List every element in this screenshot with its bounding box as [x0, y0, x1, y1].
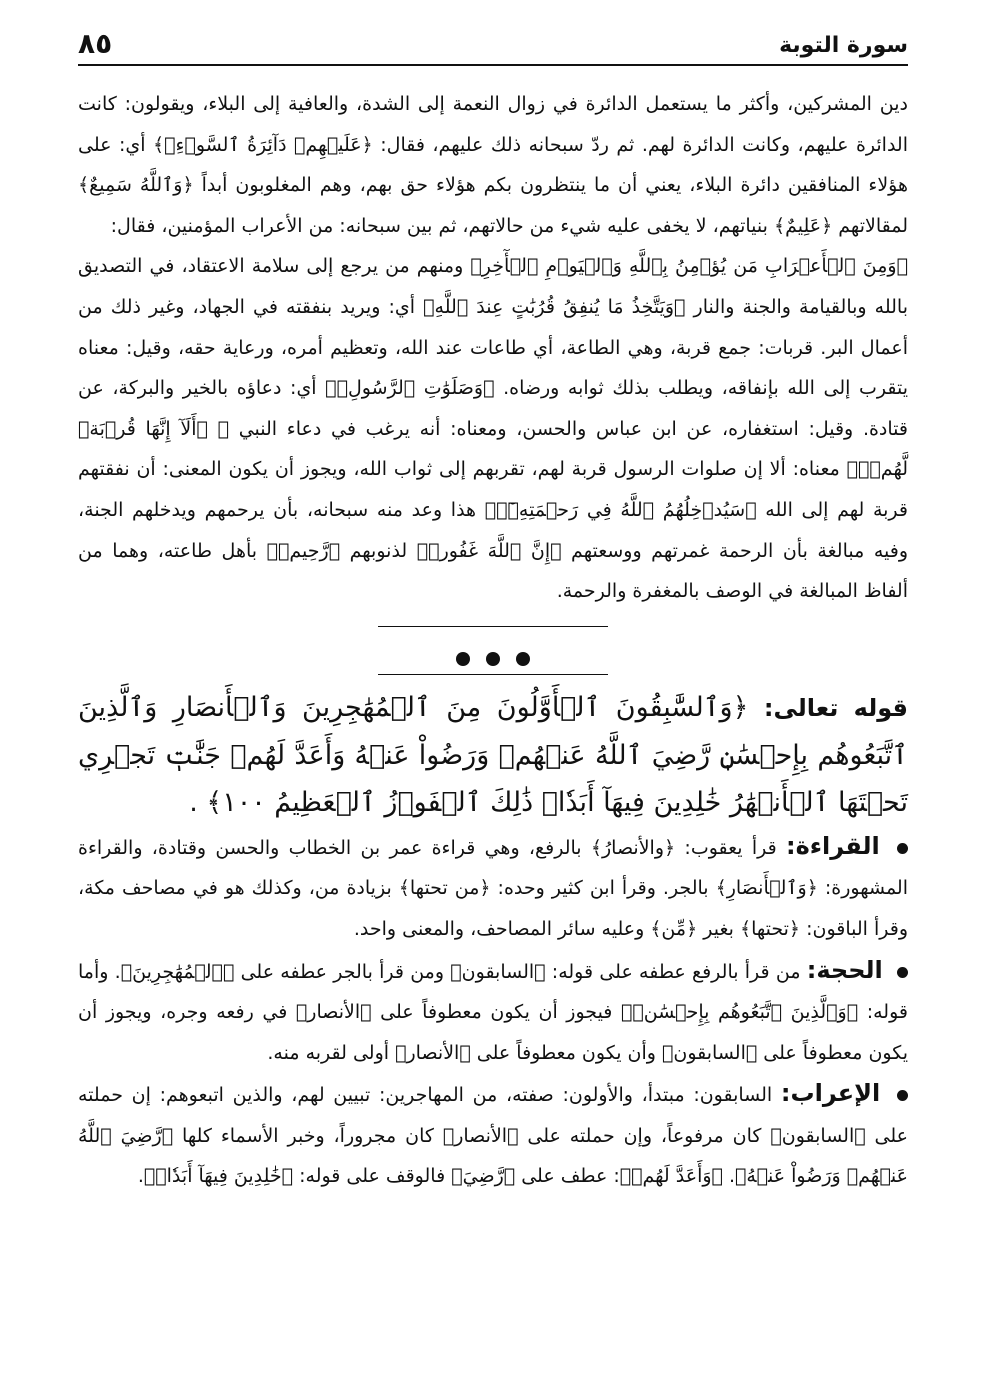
- bullet-icon: [897, 1090, 908, 1101]
- section-label: الإعراب:: [780, 1079, 881, 1108]
- commentary-paragraph-2: ﴿وَمِنَ ٱلۡأَعۡرَابِ مَن يُؤۡمِنُ بِٱللَّهِ وَٱلۡيَوۡمِ ٱلۡأٓخِرِ﴾ ومنهم من يرجع إلى سلامة الاعتقاد، في التصديق بالله وبالقيامة والجنة والنار ﴿وَيَتَّخِذُ مَا يُنفِقُ قُرُبَٰتٍ عِندَ ٱللَّهِ﴾ أي: ويريد بنفقته في الجهاد، وغير ذلك من أعمال البر. قربات: جمع قربة، وهي الطاعة، أي طاعات عند الله، وتعظيم أمره، ورعاية حقه، وقيل: معناه يتقرب إلى الله بإنفاقه، ويطلب بذلك ثوابه ورضاه. ﴿وَصَلَوَٰتِ ٱلرَّسُولِۚ﴾ أي: دعاؤه بالخير والبركة، عن قتادة. وقيل: استغفاره، عن ابن عباس والحسن، ومعناه: أنه يرغب في دعاء النبي ﷺ ﴿أَلَآ إِنَّهَا قُرۡبَةٞ لَّهُمۡۚ﴾ معناه: ألا إن صلوات الرسول قربة لهم، تقربهم إلى ثواب الله، ويجوز أن يكون المعنى: أن نفقتهم قربة لهم إلى الله ﴿سَيُدۡخِلُهُمُ ٱللَّهُ فِي رَحۡمَتِهِۦٓۚ﴾ هذا وعد منه سبحانه، بأن يرحمهم ويدخلهم الجنة، وفيه مبالغة بأن الرحمة غمرتهم ووسعتهم ﴿إِنَّ ٱللَّهَ غَفُورٞ﴾ لذنوبهم ﴿رَّحِيمٞ﴾ بأهل طاعته، وهما من ألفاظ المبالغة في الوصف بالمغفرة والرحمة.: [78, 255, 908, 603]
- verse-block: [78, 684, 908, 826]
- section-label: الحجة:: [806, 955, 883, 984]
- section-qiraa: [78, 826, 908, 950]
- section-hujja: [78, 950, 908, 1074]
- dot-icon: [456, 652, 470, 666]
- section-text: قرأ يعقوب: ﴿والأنصارُ﴾ بالرفع، وهي قراءة عمر بن الخطاب والحسن وقتادة، والقراءة المشهورة: ﴿وَٱلۡأَنصَارِ﴾ بالجر. وقرأ ابن كثير وحده: ﴿من تحتها﴾ بزيادة من، وكذلك هو في مصاحف مكة، وقرأ الباقون: ﴿تحتها﴾ بغير ﴿مِّن﴾ وعليه سائر المصاحف، والمعنى واحد.: [78, 836, 908, 940]
- section-divider: [78, 620, 908, 678]
- dot-icon: [516, 652, 530, 666]
- bullet-icon: [897, 967, 908, 978]
- section-irab: [78, 1073, 908, 1197]
- page-number: ٨٥: [78, 27, 113, 60]
- divider-line-bottom: [378, 674, 608, 675]
- page-header: [78, 22, 908, 66]
- section-text: السابقون: مبتدأ، والأولون: صفته، من المهاجرين: تبيين لهم، والذين اتبعوهم: إن حملته على ﴿السابقون﴾ كان مرفوعاً، وإن حملته على ﴿الأنصار﴾ كان مجروراً، وخبر الأسماء كلها ﴿رَّضِيَ ٱللَّهُ عَنۡهُمۡ وَرَضُواْ عَنۡهُ﴾. ﴿وَأَعَدَّ لَهُمۡ﴾: عطف على ﴿رَّضِيَ﴾ فالوقف على قوله: ﴿خَٰلِدِينَ فِيهَآ أَبَدٗاۚ﴾.: [78, 1084, 908, 1188]
- page-body: [78, 84, 908, 1197]
- verse-text: ﴿وَٱلسَّٰبِقُونَ ٱلۡأَوَّلُونَ مِنَ ٱلۡمُهَٰجِرِينَ وَٱلۡأَنصَارِ وَٱلَّذِينَ ٱتَّبَعُوهُم بِإِحۡسَٰنٖ رَّضِيَ ٱللَّهُ عَنۡهُمۡ وَرَضُواْ عَنۡهُ وَأَعَدَّ لَهُمۡ جَنَّٰتٖ تَجۡرِي تَحۡتَهَا ٱلۡأَنۡهَٰرُ خَٰلِدِينَ فِيهَآ أَبَدٗاۚ ذَٰلِكَ ٱلۡفَوۡزُ ٱلۡعَظِيمُ ١٠٠﴾ .: [78, 691, 908, 818]
- dot-icon: [486, 652, 500, 666]
- commentary-paragraph: دين المشركين، وأكثر ما يستعمل الدائرة في زوال النعمة إلى الشدة، والعافية إلى البلاء، ويقولون: كانت الدائرة عليهم، وكانت الدائرة لهم. ثم ردّ سبحانه ذلك عليهم، فقال: ﴿عَلَيۡهِمۡ دَآئِرَةُ ٱلسَّوۡءِۗ﴾ أي: على هؤلاء المنافقين دائرة البلاء، يعني أن ما ينتظرون بكم هؤلاء حق بهم، وهم المغلوبون أبداً ﴿وَٱللَّهُ سَمِيعٌ﴾ لمقالاتهم ﴿عَلِيمٌ﴾ بنياتهم، لا يخفى عليه شيء من حالاتهم، ثم بين سبحانه: من الأعراب المؤمنين، فقال:: [78, 93, 908, 237]
- section-text: من قرأ بالرفع عطفه على قوله: ﴿السابقون﴾ ومن قرأ بالجر عطفه على ﴿ٱلۡمُهَٰجِرِينَ﴾. وأما قوله: ﴿وَٱلَّذِينَ ٱتَّبَعُوهُم بِإِحۡسَٰنٖ﴾ فيجوز أن يكون معطوفاً على ﴿الأنصار﴾ في رفعه وجره، ويجوز أن يكون معطوفاً على ﴿السابقون﴾ وأن يكون معطوفاً على ﴿الأنصار﴾ أولى لقربه منه.: [78, 960, 908, 1064]
- surah-title: سورة التوبة: [779, 33, 908, 58]
- bullet-icon: [897, 843, 908, 854]
- section-label: القراءة:: [786, 831, 880, 860]
- verse-lead: قوله تعالى:: [763, 693, 908, 722]
- divider-line-top: [378, 626, 608, 627]
